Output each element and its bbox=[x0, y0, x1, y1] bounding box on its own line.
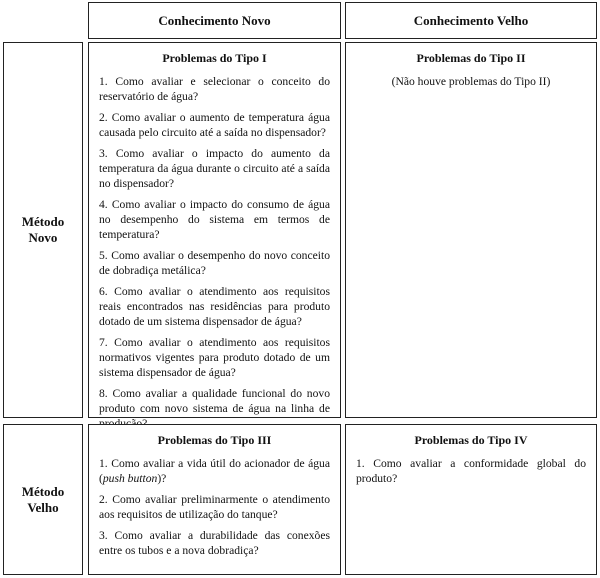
tipo-3-item bbox=[99, 456, 330, 486]
row-head-metodo-velho bbox=[3, 424, 83, 575]
tipo-3-item-1-italic: push button bbox=[102, 472, 158, 485]
tipo-4-item: 1. Como avaliar a conformidade global do produto? bbox=[356, 457, 586, 485]
header-conhecimento-velho-label: Conhecimento Velho bbox=[413, 12, 529, 28]
cell-tipo-1-title: Problemas do Tipo I bbox=[162, 51, 267, 65]
row-head-metodo-velho-line2: Velho bbox=[27, 499, 59, 515]
header-conhecimento-velho bbox=[345, 2, 597, 39]
cell-problemas-tipo-3 bbox=[88, 424, 341, 575]
cell-tipo-2-note: (Não houve problemas do Tipo II) bbox=[391, 75, 551, 88]
tipo-3-item: 3. Como avaliar a durabilidade das conexões entre os tubos e a nova dobradiça? bbox=[99, 529, 330, 557]
tipo-3-item-1-post: )? bbox=[157, 472, 167, 485]
tipo-1-item: 4. Como avaliar o impacto do consumo de água no desempenho do sistema em termos de temperatura? bbox=[99, 198, 330, 241]
header-conhecimento-novo bbox=[88, 2, 341, 39]
row-head-metodo-novo-line2: Novo bbox=[28, 230, 58, 245]
tipo-1-item: 1. Como avaliar e selecionar o conceito do reservatório de água? bbox=[99, 75, 330, 103]
row-head-metodo-novo bbox=[3, 42, 83, 418]
tipo-1-item: 2. Como avaliar o aumento de temperatura água causada pelo circuito até a saída no dispensador? bbox=[99, 111, 330, 139]
tipo-3-item: 2. Como avaliar preliminarmente o atendimento aos requisitos de utilização do tanque? bbox=[99, 493, 330, 521]
cell-tipo-3-title: Problemas do Tipo III bbox=[157, 433, 272, 447]
row-head-metodo-novo-line1: Método bbox=[21, 214, 65, 229]
cell-problemas-tipo-4 bbox=[345, 424, 597, 575]
tipo-1-item: 3. Como avaliar o impacto do aumento da temperatura da água durante o circuito até a saída no dispensador? bbox=[99, 147, 330, 190]
row-head-metodo-velho-text bbox=[22, 484, 65, 516]
tipo-3-item-1-pre: 1. Como avaliar a vida útil do acionador de água ( bbox=[99, 457, 330, 485]
cell-problemas-tipo-1 bbox=[88, 42, 341, 418]
tipo-1-item: 8. Como avaliar a qualidade funcional do novo produto com novo sistema de água na linha de bbox=[99, 387, 330, 415]
cell-tipo-2-title: Problemas do Tipo II bbox=[416, 51, 526, 65]
cell-tipo-4-title: Problemas do Tipo IV bbox=[414, 433, 528, 447]
row-head-metodo-novo-text bbox=[22, 214, 65, 246]
header-conhecimento-novo-label: Conhecimento Novo bbox=[158, 12, 271, 28]
tipo-1-item: 6. Como avaliar o atendimento aos requisitos reais encontrados nas residências para produto dotado de um sistema dispensador de água? bbox=[99, 285, 330, 328]
tipo-1-item: 7. Como avaliar o atendimento aos requisitos normativos vigentes para produto dotado de um sistema dispensador de água? bbox=[99, 336, 330, 379]
row-head-metodo-velho-line1: Método bbox=[21, 483, 65, 499]
cell-problemas-tipo-2 bbox=[345, 42, 597, 418]
tipo-1-item: 5. Como avaliar o desempenho do novo conceito de dobradiça metálica? bbox=[99, 249, 330, 277]
